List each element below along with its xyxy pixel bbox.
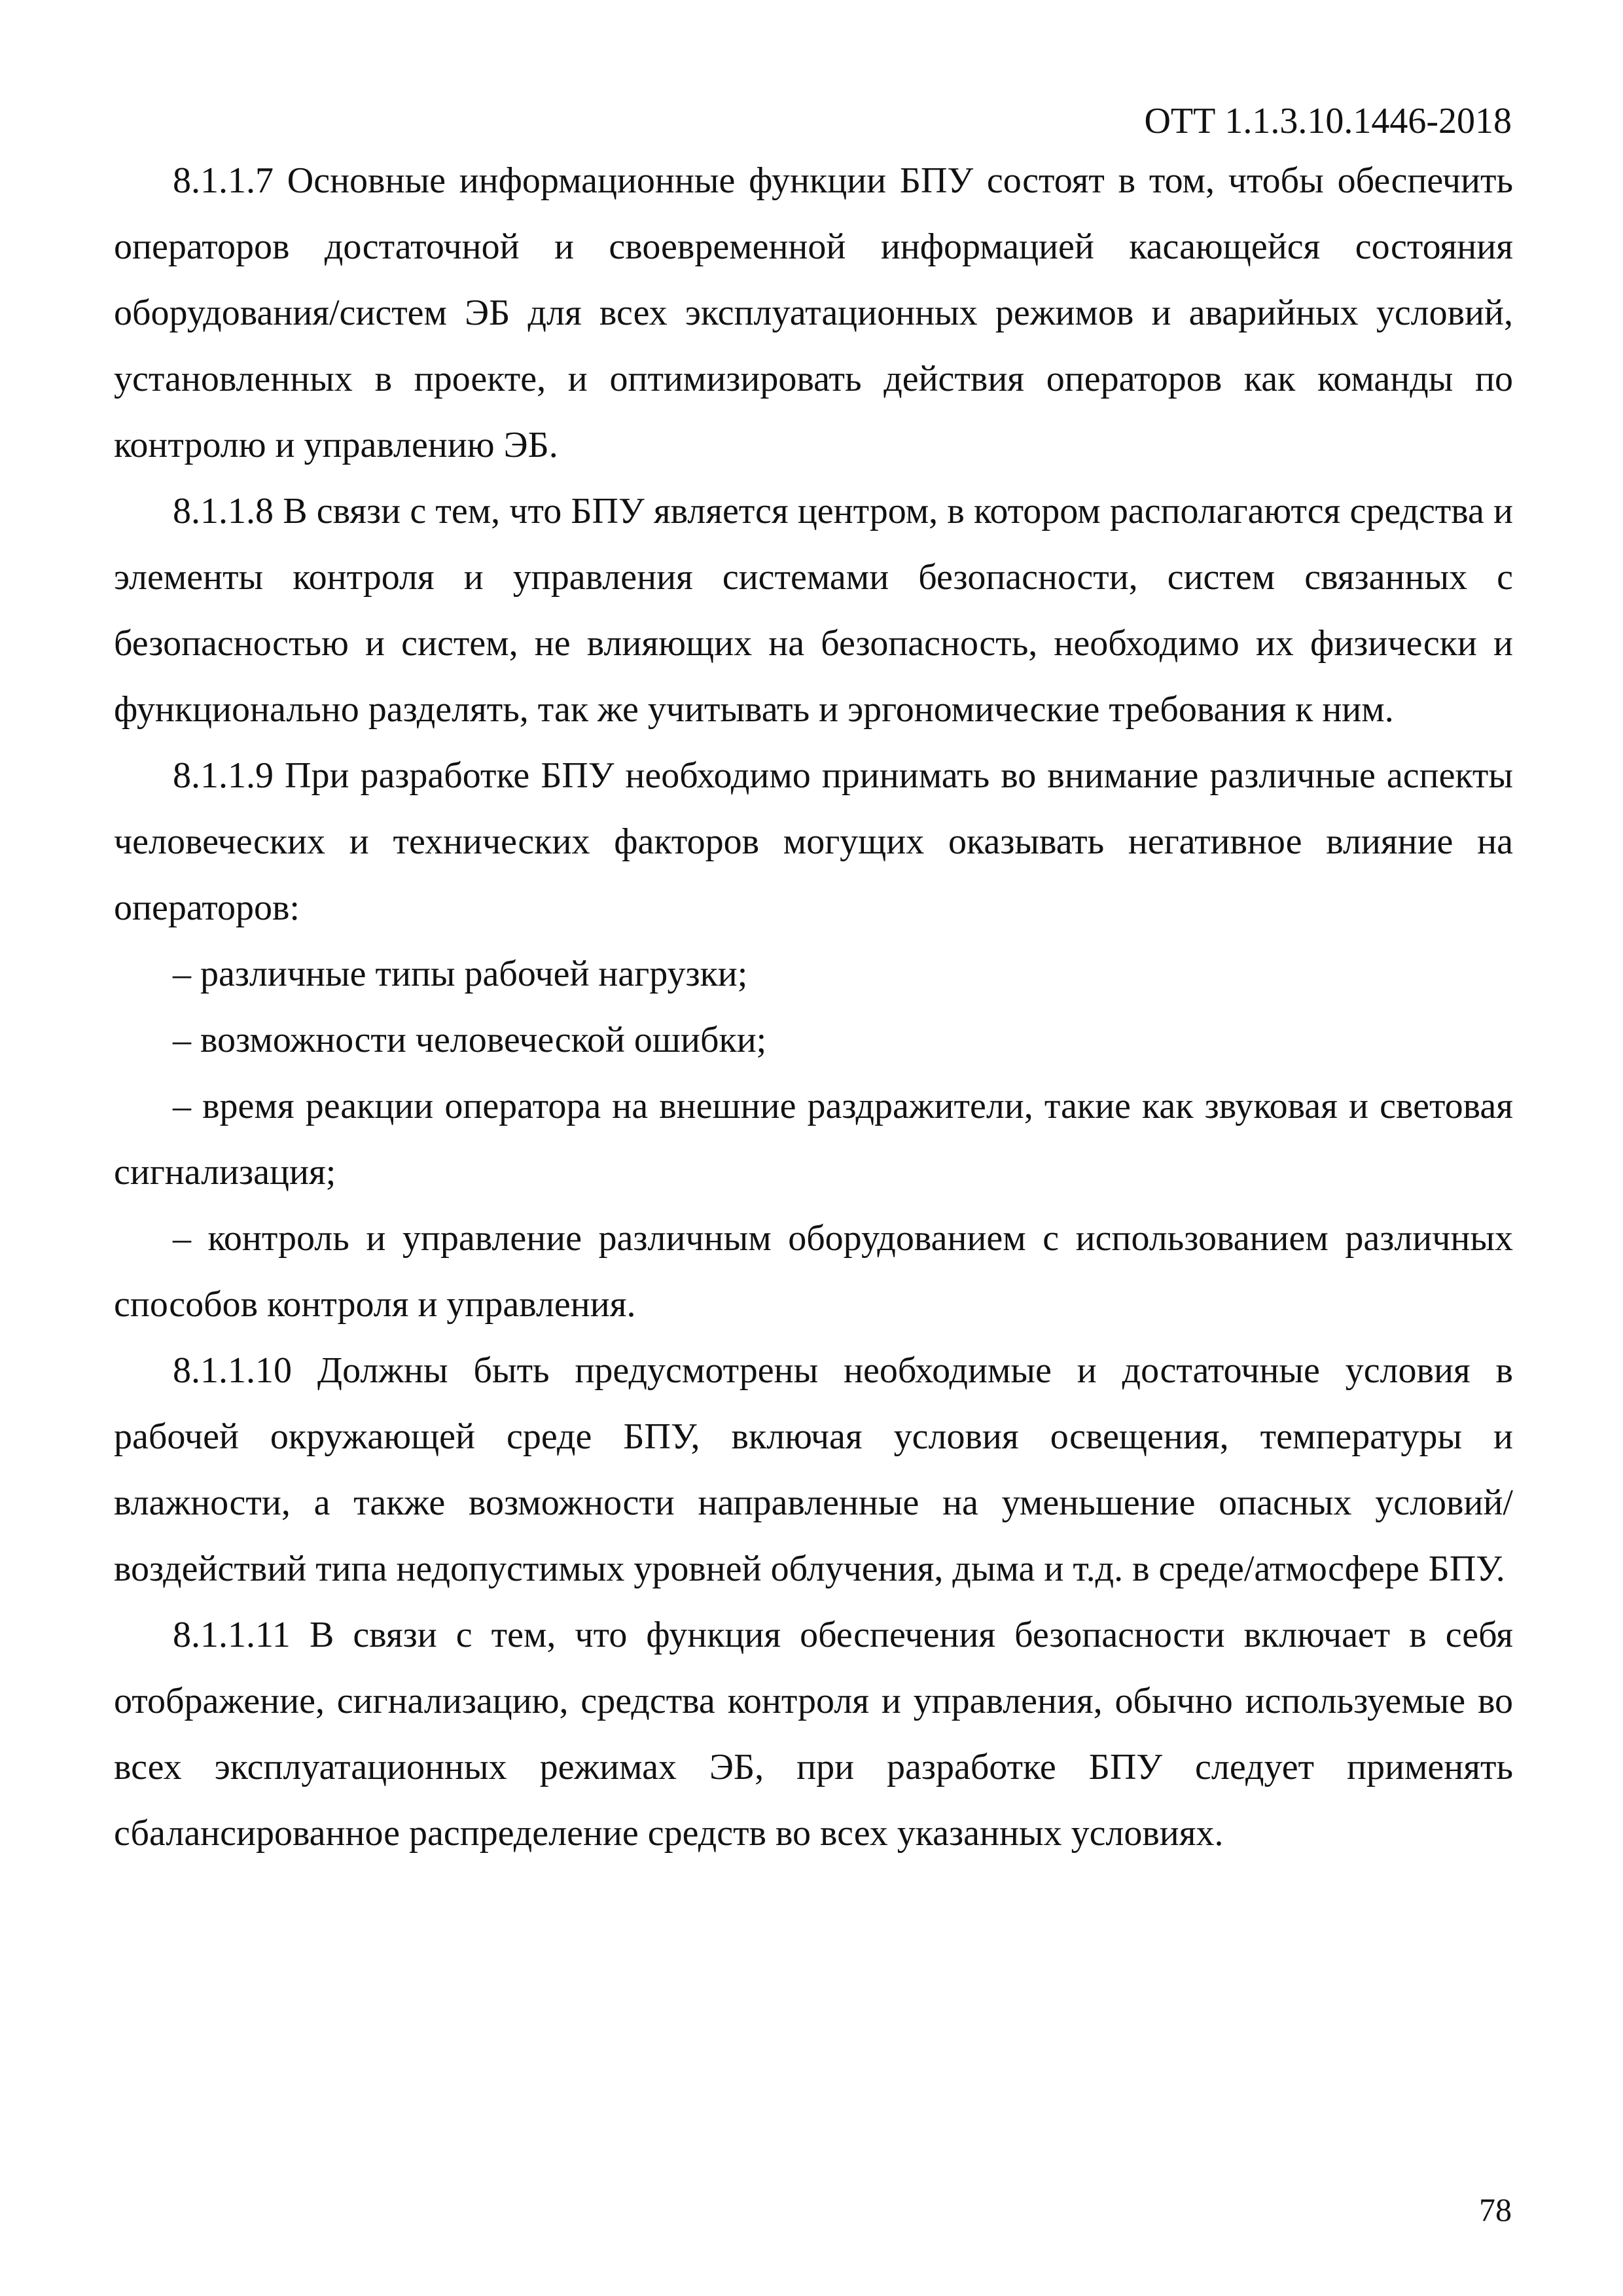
page-number: 78 <box>1479 2191 1512 2228</box>
paragraph-8-1-1-11: 8.1.1.11 В связи с тем, что функция обеспечения безопасности включает в себя отображение, сигнализацию, средства контроля и управления, обычно используемые во всех эксплуатационных режимах ЭБ, при разработке БПУ следует применять сбалансированное распределение средств во всех указанных условиях. <box>114 1615 1513 1854</box>
list-item-human-error: – возможности человеческой ошибки; <box>173 1020 767 1060</box>
document-body <box>114 148 1513 1867</box>
list-item-reaction-time: – время реакции оператора на внешние раздражители, такие как звуковая и световая сигнализация; <box>114 1086 1513 1193</box>
list-item-workload: – различные типы рабочей нагрузки; <box>173 954 748 994</box>
paragraph-8-1-1-10: 8.1.1.10 Должны быть предусмотрены необходимые и достаточные условия в рабочей окружающей среде БПУ, включая условия освещения, температуры и влажности, а также возможности направленные на уменьшение опасных условий/воздействий типа недопустимых уровней облучения, дыма и т.д. в среде/атмосфере БПУ. <box>114 1350 1513 1589</box>
paragraph-8-1-1-9: 8.1.1.9 При разработке БПУ необходимо принимать во внимание различные аспекты человеческих и технических факторов могущих оказывать негативное влияние на операторов: <box>114 755 1513 928</box>
paragraph-8-1-1-8: 8.1.1.8 В связи с тем, что БПУ является центром, в котором располагаются средства и элементы контроля и управления системами безопасности, систем связанных с безопасностью и систем, не влияющих на безопасность, необходимо их физически и функционально разделять, так же учитывать и эргономические требования к ним. <box>114 491 1513 730</box>
document-code: ОТТ 1.1.3.10.1446-2018 <box>1144 101 1512 141</box>
list-item-control-methods: – контроль и управление различным оборудованием с использованием различных способов контроля и управления. <box>114 1218 1513 1325</box>
paragraph-8-1-1-7: 8.1.1.7 Основные информационные функции БПУ состоят в том, чтобы обеспечить операторов достаточной и своевременной информацией касающейся состояния оборудования/систем ЭБ для всех эксплуатационных режимов и аварийных условий, установленных в проекте, и оптимизировать действия операторов как команды по контролю и управлению ЭБ. <box>114 160 1513 465</box>
